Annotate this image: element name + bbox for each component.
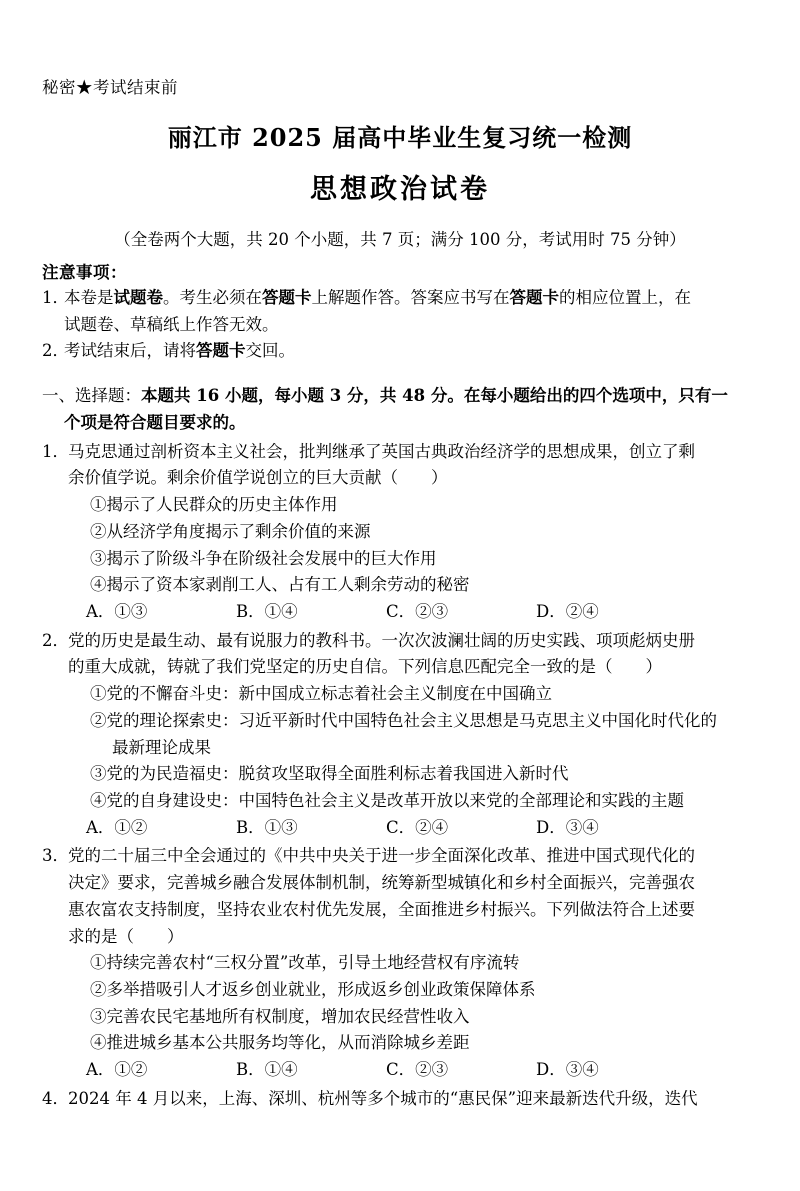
question-option: ①揭示了人民群众的历史主体作用 (90, 495, 338, 515)
question-1 (42, 439, 758, 626)
question-number: 1． (42, 441, 69, 461)
question-number: 3． (42, 846, 69, 866)
choice-a[interactable]: A．①② (86, 1060, 148, 1080)
exam-meta: （全卷两个大题，共 20 个小题，共 7 页；满分 100 分，考试用时 75 分钟） (114, 230, 686, 250)
question-option: ④推进城乡基本公共服务均等化，从而消除城乡差距 (90, 1033, 470, 1053)
question-option: ①持续完善农村“三权分置”改革，引导土地经营权有序流转 (90, 953, 520, 973)
choice-b[interactable]: B．①④ (236, 601, 298, 621)
question-option: ③完善农民宅基地所有权制度，增加农民经营性收入 (90, 1006, 470, 1026)
section-one-heading (42, 383, 758, 436)
question-stem-line: 决定》要求，完善城乡融合发展体制机制，统筹新型城镇化和乡村全面振兴，完善强农 (68, 873, 695, 893)
question-stem-line: 马克思通过剖析资本主义社会，批判继承了英国古典政治经济学的思想成果，创立了剩 (68, 441, 695, 461)
choice-d[interactable]: D．②④ (536, 601, 599, 621)
section-one-line1: 一、选择题：本题共 16 小题，每小题 3 分，共 48 分。在每小题给出的四个选项中，只有一 (42, 386, 728, 406)
question-option: ②从经济学角度揭示了剩余价值的来源 (90, 521, 371, 541)
question-2 (42, 628, 758, 842)
question-3 (42, 843, 758, 1083)
choice-a[interactable]: A．①② (86, 817, 148, 837)
choice-b[interactable]: B．①③ (236, 817, 298, 837)
question-choices (42, 815, 758, 842)
question-stem-line: 的重大成就，铸就了我们党坚定的历史自信。下列信息匹配完全一致的是（ ） (68, 657, 662, 677)
notice-item (42, 338, 758, 365)
question-option: ③揭示了阶级斗争在阶级社会发展中的巨大作用 (90, 548, 437, 568)
question-choices (42, 1057, 758, 1084)
notice-item (42, 285, 758, 338)
question-stem-line: 党的历史是最生动、最有说服力的教科书。一次次波澜壮阔的历史实践、项项彪炳史册 (68, 630, 695, 650)
notice-number: 1． (42, 288, 69, 308)
question-number: 4． (42, 1088, 69, 1108)
question-option-continuation: 最新理论成果 (112, 737, 211, 757)
question-stem-line: 惠农富农支持制度，坚持农业农村优先发展，全面推进乡村振兴。下列做法符合上述要 (68, 899, 695, 919)
page-title: 丽江市 2025 届高中毕业生复习统一检测 (167, 122, 633, 152)
question-stem-line: 余价值学说。剩余价值学说创立的巨大贡献（ ） (68, 468, 448, 488)
secret-notice: 秘密★考试结束前 (42, 78, 178, 97)
notice-line: 试题卷、草稿纸上作答无效。 (64, 314, 279, 334)
question-option: ③党的为民造福史：脱贫攻坚取得全面胜利标志着我国进入新时代 (90, 764, 569, 784)
choice-d[interactable]: D．③④ (536, 1060, 599, 1080)
question-number: 2． (42, 630, 69, 650)
choice-c[interactable]: C．②④ (386, 817, 449, 837)
question-stem-line: 2024 年 4 月以来，上海、深圳、杭州等多个城市的“惠民保”迎来最新迭代升级，迭代 (68, 1088, 698, 1108)
notice-line: 本卷是试题卷。考生必须在答题卡上解题作答。答案应书写在答题卡的相应位置上，在 (64, 288, 691, 308)
question-option: ④党的自身建设史：中国特色社会主义是改革开放以来党的全部理论和实践的主题 (90, 790, 684, 810)
notice-title: 注意事项： (42, 263, 127, 283)
notice-text (64, 285, 758, 338)
question-option: ④揭示了资本家剥削工人、占有工人剩余劳动的秘密 (90, 575, 470, 595)
choice-d[interactable]: D．③④ (536, 817, 599, 837)
choice-c[interactable]: C．②③ (386, 1060, 449, 1080)
notice-number: 2． (42, 341, 69, 361)
question-option: ①党的不懈奋斗史：新中国成立标志着社会主义制度在中国确立 (90, 684, 552, 704)
notice-line: 考试结束后，请将答题卡交回。 (64, 341, 295, 361)
question-choices (42, 599, 758, 626)
notice-text (64, 338, 758, 365)
question-4 (42, 1086, 758, 1113)
choice-b[interactable]: B．①④ (236, 1060, 298, 1080)
question-option: ②党的理论探索史：习近平新时代中国特色社会主义思想是马克思主义中国化时代化的 (90, 710, 717, 730)
section-one-line2: 个项是符合题目要求的。 (64, 412, 246, 432)
question-option: ②多举措吸引人才返乡创业就业，形成返乡创业政策保障体系 (90, 980, 536, 1000)
question-stem-line: 求的是（ ） (68, 926, 184, 946)
page-subtitle: 思想政治试卷 (310, 173, 490, 205)
question-stem-line: 党的二十届三中全会通过的《中共中央关于进一步全面深化改革、推进中国式现代化的 (68, 846, 695, 866)
choice-c[interactable]: C．②③ (386, 601, 449, 621)
choice-a[interactable]: A．①③ (86, 601, 148, 621)
page-content (42, 78, 758, 1113)
